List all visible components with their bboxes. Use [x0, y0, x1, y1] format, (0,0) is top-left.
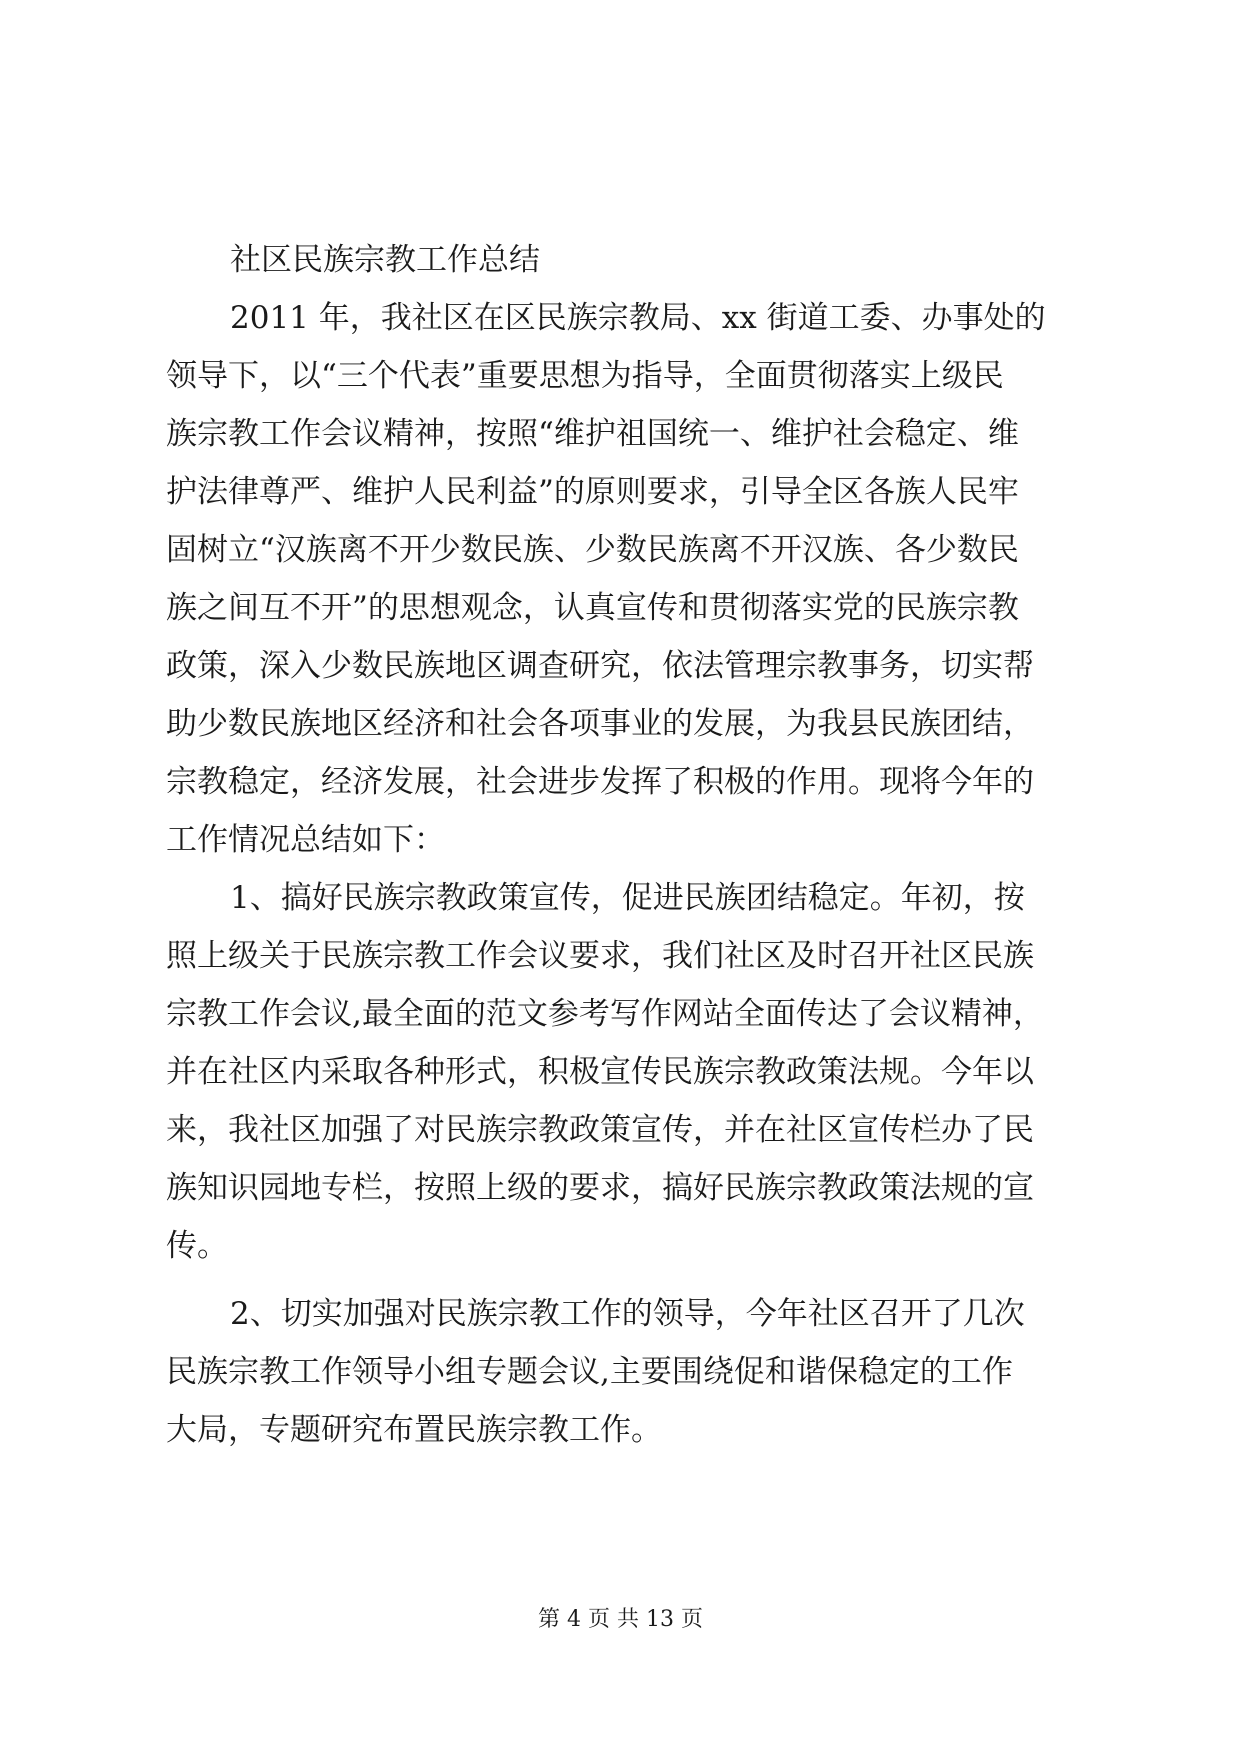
paragraph-section-2	[166, 1285, 1086, 1459]
paragraph-line: 工作情况总结如下：	[166, 822, 445, 858]
paragraph-line: 宗教工作会议,最全面的范文参考写作网站全面传达了会议精神，	[166, 996, 1044, 1032]
paragraph-line: 来，我社区加强了对民族宗教政策宣传，并在社区宣传栏办了民	[166, 1112, 1034, 1148]
document-title: 社区民族宗教工作总结	[230, 242, 540, 278]
paragraph-line: 护法律尊严、维护人民利益”的原则要求，引导全区各族人民牢	[166, 474, 1019, 510]
paragraph-section-1	[166, 869, 1086, 1275]
document-body	[166, 231, 1086, 1459]
paragraph-line: 领导下，以“三个代表”重要思想为指导，全面贯彻落实上级民	[166, 358, 1004, 394]
paragraph-line: 民族宗教工作领导小组专题会议,主要围绕促和谐保稳定的工作	[166, 1354, 1013, 1390]
paragraph-line: 传。	[166, 1228, 228, 1264]
paragraph-line: 并在社区内采取各种形式，积极宣传民族宗教政策法规。今年以	[166, 1054, 1034, 1090]
paragraph-line: 助少数民族地区经济和社会各项事业的发展，为我县民族团结，	[166, 706, 1034, 742]
page-footer: 第 4 页 共 13 页	[538, 1607, 703, 1632]
paragraph-line: 宗教稳定，经济发展，社会进步发挥了积极的作用。现将今年的	[166, 764, 1034, 800]
paragraph-line: 政策，深入少数民族地区调查研究，依法管理宗教事务，切实帮	[166, 648, 1034, 684]
paragraph-line: 大局，专题研究布置民族宗教工作。	[166, 1412, 662, 1448]
paragraph-line: 族知识园地专栏，按照上级的要求，搞好民族宗教政策法规的宣	[166, 1170, 1034, 1206]
paragraph-line: 2011 年，我社区在区民族宗教局、xx 街道工委、办事处的	[230, 300, 1046, 336]
paragraph-line: 1、搞好民族宗教政策宣传，促进民族团结稳定。年初，按	[230, 880, 1025, 916]
paragraph-line: 照上级关于民族宗教工作会议要求，我们社区及时召开社区民族	[166, 938, 1034, 974]
paragraph-line: 族宗教工作会议精神，按照“维护祖国统一、维护社会稳定、维	[166, 416, 1019, 452]
paragraph-intro	[166, 289, 1086, 869]
paragraph-line: 族之间互不开”的思想观念，认真宣传和贯彻落实党的民族宗教	[166, 590, 1019, 626]
paragraph-line: 2、切实加强对民族宗教工作的领导，今年社区召开了几次	[230, 1296, 1025, 1332]
paragraph-line: 固树立“汉族离不开少数民族、少数民族离不开汉族、各少数民	[166, 532, 1019, 568]
